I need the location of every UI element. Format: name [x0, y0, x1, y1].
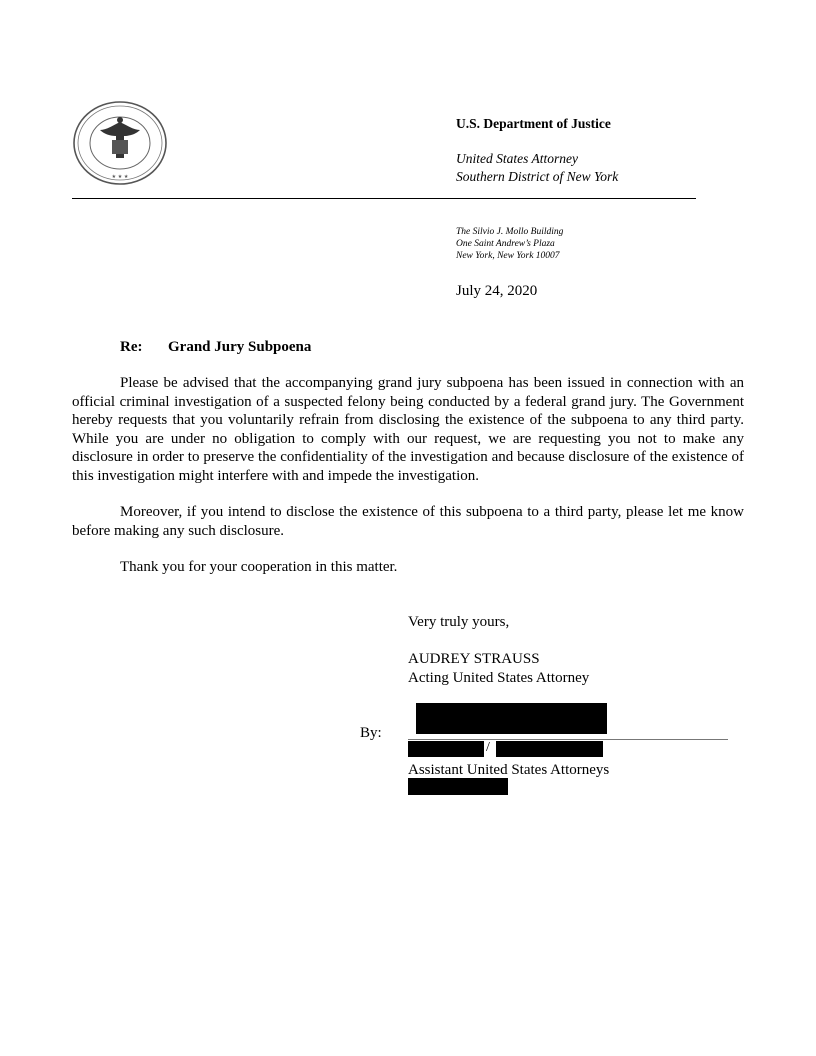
by-label: By:	[360, 725, 382, 741]
address-line-1: The Silvio J. Mollo Building	[456, 227, 564, 237]
address-line-2: One Saint Andrew’s Plaza	[456, 239, 555, 249]
office-name	[456, 150, 618, 186]
signatory-name: AUDREY STRAUSS	[408, 651, 540, 667]
redacted-name-1	[408, 741, 484, 757]
letterhead-rule	[72, 198, 696, 199]
svg-text:★ ★ ★: ★ ★ ★	[111, 174, 129, 180]
office-line-2: Southern District of New York	[456, 169, 619, 184]
signer-title: Assistant United States Attorneys	[408, 762, 610, 778]
redacted-contact	[408, 778, 508, 795]
redacted-signature	[416, 703, 607, 734]
closing: Very truly yours,	[408, 614, 510, 630]
body-paragraph-2: Moreover, if you intend to disclose the existence of this subpoena to a third party, please let me know before making any such disclosure.	[72, 504, 744, 539]
address-line-3: New York, New York 10007	[456, 251, 560, 261]
subject-label: Re:	[120, 339, 143, 355]
department-name: U.S. Department of Justice	[456, 116, 611, 131]
office-address	[456, 226, 563, 262]
signatory-title: Acting United States Attorney	[408, 670, 590, 686]
office-line-1: United States Attorney	[456, 151, 578, 166]
name-separator: /	[486, 740, 490, 755]
redacted-name-2	[496, 741, 603, 757]
body-paragraph-1: Please be advised that the accompanying grand jury subpoena has been issued in connection with an official criminal investigation of a suspected felony being conducted by a federal grand jury. The Government hereby requests that you voluntarily refrain from disclosing the existence of the subpoena to any third party. While you are under no obligation to comply with our request, we are requesting you not to make any disclosure in order to preserve the confidentiality of the investigation and because disclosure of the existence of this investigation might interfere with and impede the investigation.	[72, 375, 744, 484]
signature-line	[408, 739, 728, 740]
subject-text: Grand Jury Subpoena	[168, 339, 312, 355]
letter-date: July 24, 2020	[456, 283, 538, 299]
doj-seal	[72, 100, 168, 186]
body-paragraph-3: Thank you for your cooperation in this matter.	[120, 559, 398, 575]
